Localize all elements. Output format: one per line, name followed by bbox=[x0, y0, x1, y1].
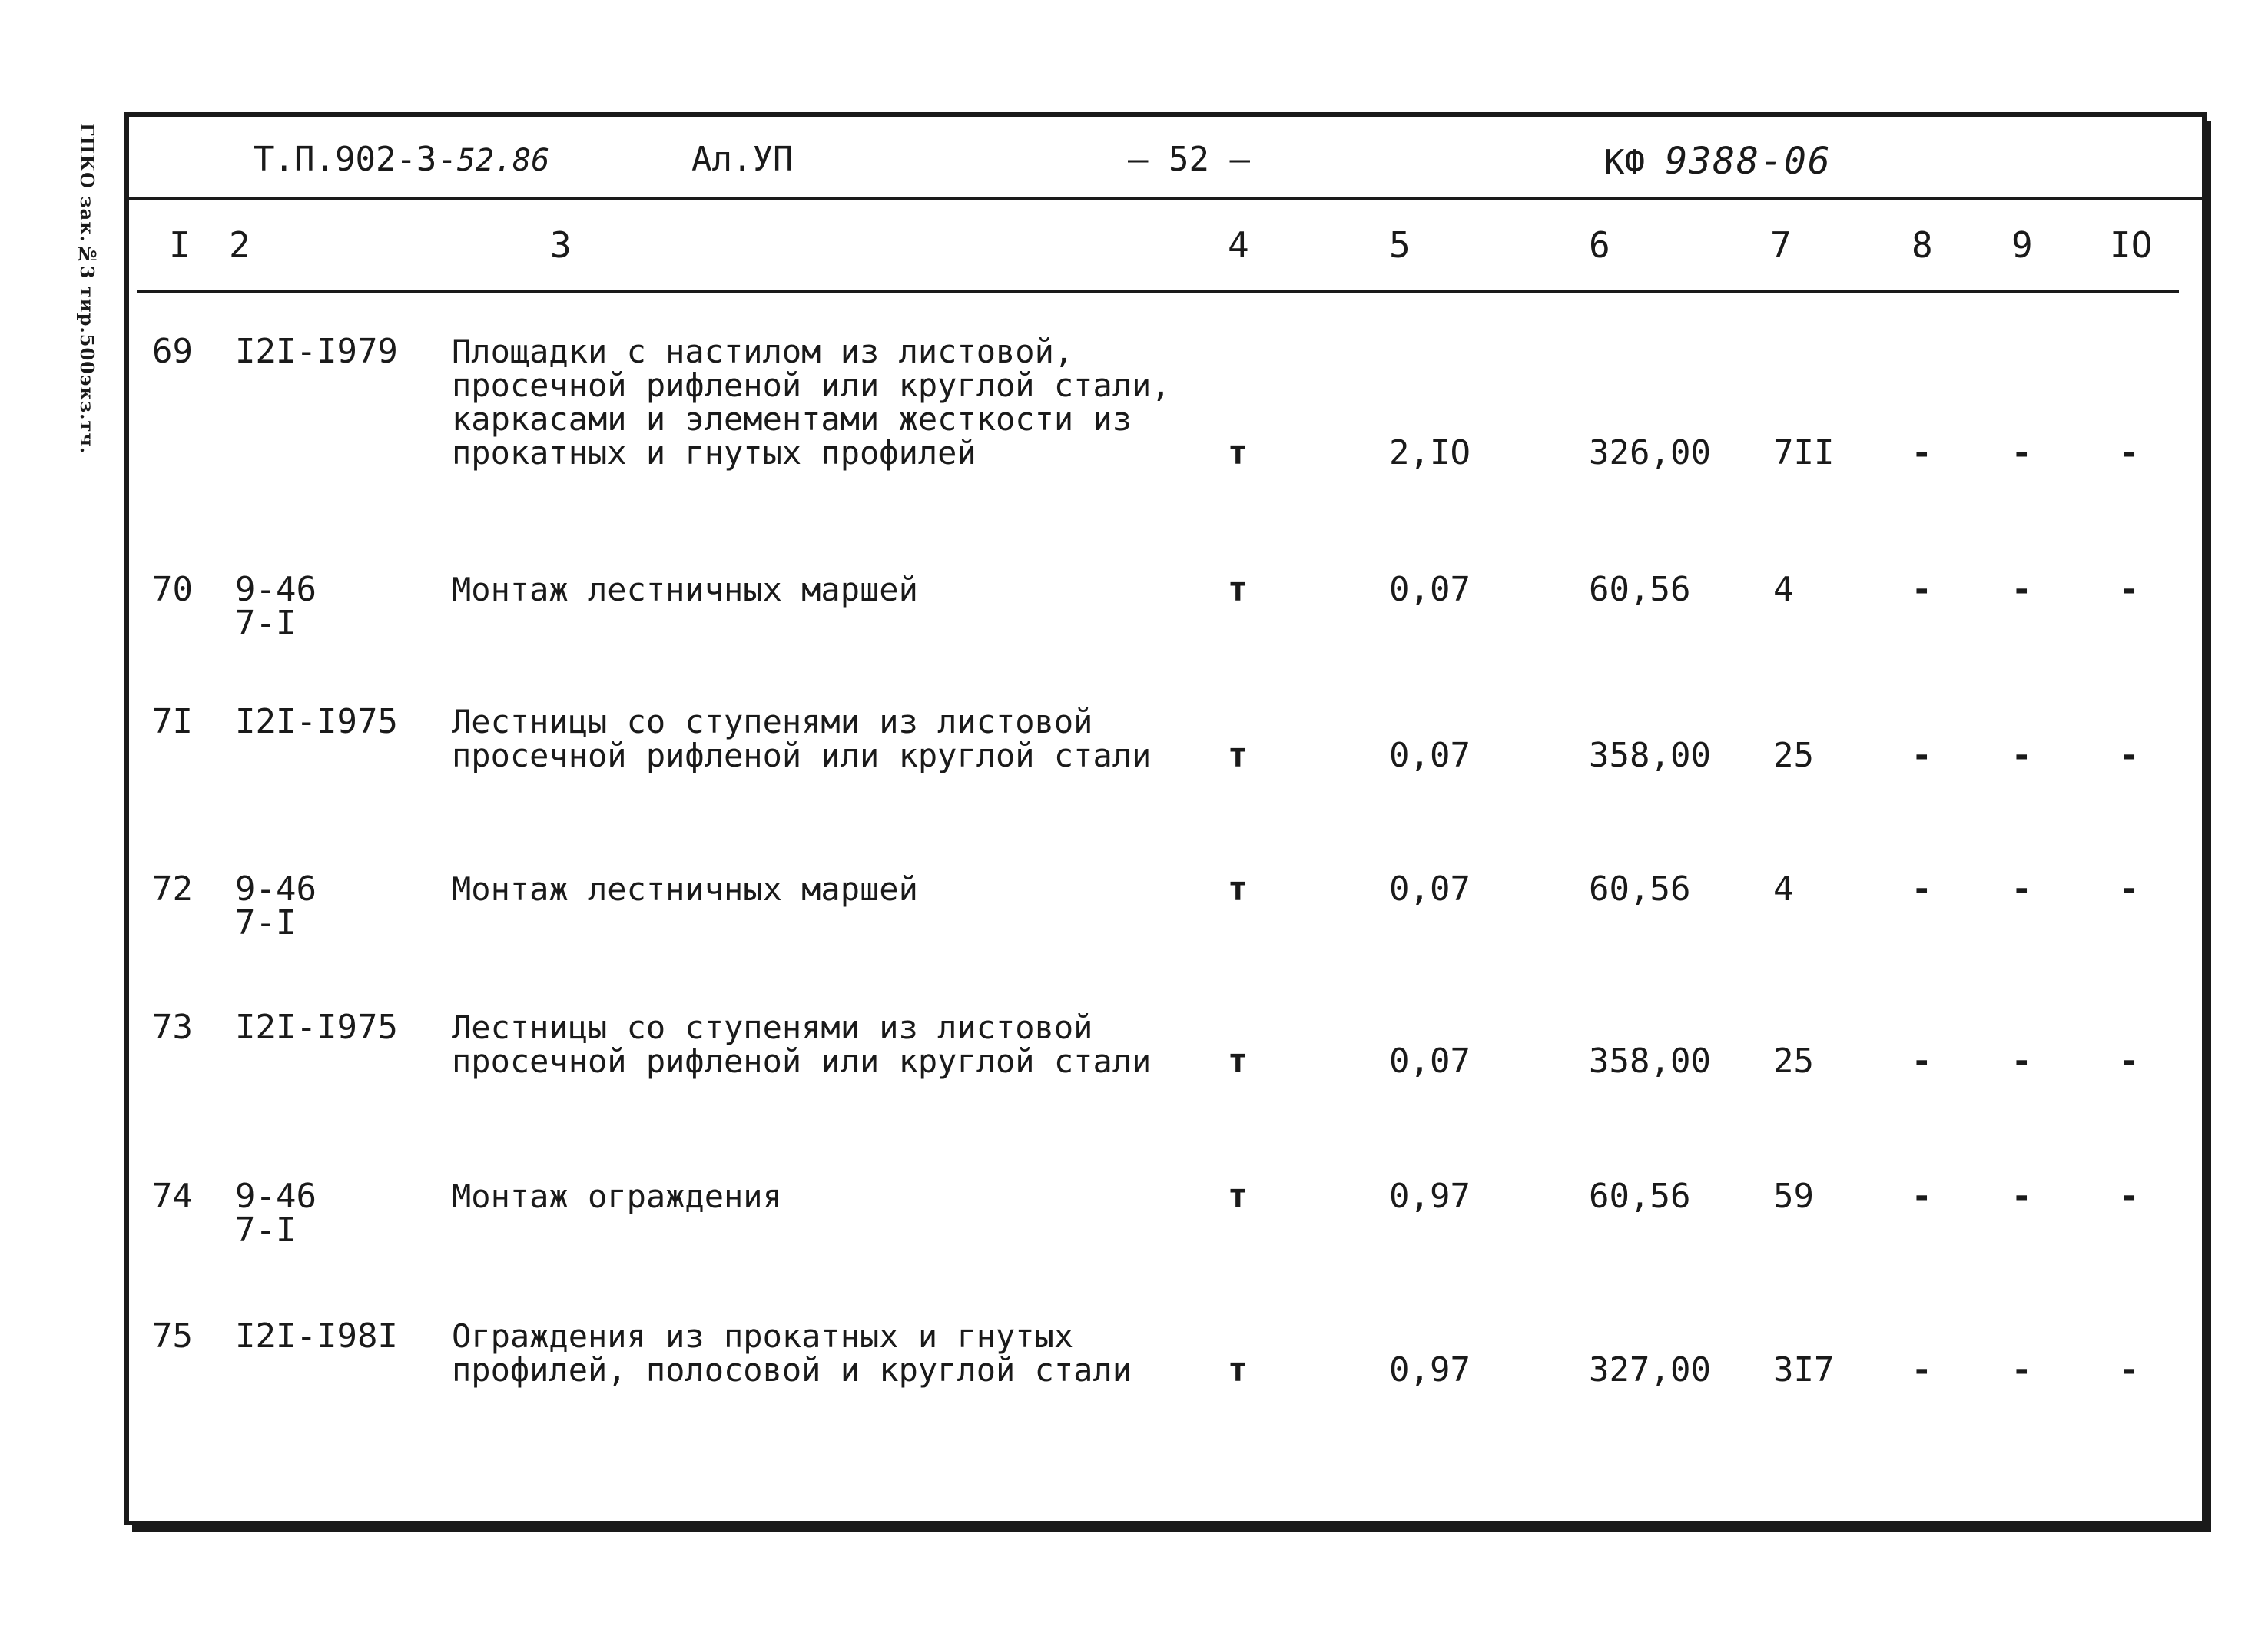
kf-number bbox=[1604, 140, 1832, 183]
quantity: 0,07 bbox=[1389, 736, 1471, 775]
unit-price: 60,56 bbox=[1589, 1177, 1691, 1216]
column-numbers-divider bbox=[137, 290, 2179, 293]
column-number-1: I bbox=[169, 224, 191, 266]
column-8-value: - bbox=[1912, 1177, 1932, 1216]
quantity: 0,97 bbox=[1389, 1177, 1471, 1216]
unit: т bbox=[1228, 736, 1248, 775]
unit-price: 358,00 bbox=[1589, 736, 1711, 775]
rate-code: 9-46 7-I bbox=[235, 1177, 317, 1250]
column-9-value: - bbox=[2011, 433, 2032, 472]
column-10-value: - bbox=[2119, 1177, 2140, 1216]
column-9-value: - bbox=[2011, 570, 2032, 609]
quantity: 0,07 bbox=[1389, 570, 1471, 609]
work-description: Монтаж ограждения bbox=[452, 1178, 782, 1215]
rate-code: I2I-I975 bbox=[235, 702, 398, 741]
column-number-9: 9 bbox=[2011, 224, 2033, 266]
kf-prefix: КФ bbox=[1604, 143, 1666, 182]
column-number-10: IO bbox=[2110, 224, 2153, 266]
row-number: 69 bbox=[152, 332, 193, 371]
album-number: Ал.УП bbox=[691, 140, 794, 179]
column-10-value: - bbox=[2119, 433, 2140, 472]
column-number-8: 8 bbox=[1912, 224, 1933, 266]
column-9-value: - bbox=[2011, 736, 2032, 775]
column-9-value: - bbox=[2011, 869, 2032, 909]
total-cost: 25 bbox=[1773, 736, 1814, 775]
document-frame bbox=[124, 112, 2207, 1525]
column-number-3: 3 bbox=[550, 224, 572, 266]
column-8-value: - bbox=[1912, 1042, 1932, 1081]
project-code-printed: Т.П.902-3- bbox=[254, 140, 457, 179]
total-cost: 59 bbox=[1773, 1177, 1814, 1216]
column-number-5: 5 bbox=[1389, 224, 1411, 266]
total-cost: 7II bbox=[1773, 433, 1835, 472]
rate-code: 9-46 7-I bbox=[235, 869, 317, 942]
work-description: Площадки с настилом из листовой, просечной рифленой или круглой стали, каркасами и элементами жесткости из прокатных и гнутых профилей bbox=[452, 333, 1171, 472]
unit: т bbox=[1228, 433, 1248, 472]
work-description: Ограждения из прокатных и гнутых профилей, полосовой и круглой стали bbox=[452, 1317, 1132, 1389]
rate-code: I2I-I975 bbox=[235, 1008, 398, 1047]
rate-code: I2I-I98I bbox=[235, 1317, 398, 1356]
work-description: Лестницы со ступенями из листовой просечной рифленой или круглой стали bbox=[452, 1009, 1152, 1080]
column-8-value: - bbox=[1912, 1350, 1932, 1390]
unit: т bbox=[1228, 570, 1248, 609]
column-10-value: - bbox=[2119, 869, 2140, 909]
quantity: 0,07 bbox=[1389, 869, 1471, 909]
side-stamp: ГПКО зак.№3 тир.500экз.тч. bbox=[76, 123, 98, 455]
column-10-value: - bbox=[2119, 736, 2140, 775]
total-cost: 4 bbox=[1773, 869, 1794, 909]
column-8-value: - bbox=[1912, 869, 1932, 909]
row-number: 72 bbox=[152, 869, 193, 909]
column-10-value: - bbox=[2119, 1350, 2140, 1390]
unit-price: 60,56 bbox=[1589, 570, 1691, 609]
unit: т bbox=[1228, 1350, 1248, 1390]
total-cost: 4 bbox=[1773, 570, 1794, 609]
unit: т bbox=[1228, 1177, 1248, 1216]
row-number: 70 bbox=[152, 570, 193, 609]
header-divider bbox=[129, 197, 2202, 200]
column-8-value: - bbox=[1912, 736, 1932, 775]
work-description: Монтаж лестничных маршей bbox=[452, 571, 918, 608]
quantity: 2,IO bbox=[1389, 433, 1471, 472]
work-description: Лестницы со ступенями из листовой просечной рифленой или круглой стали bbox=[452, 703, 1152, 774]
quantity: 0,97 bbox=[1389, 1350, 1471, 1390]
project-code bbox=[254, 140, 549, 179]
column-number-2: 2 bbox=[229, 224, 250, 266]
column-9-value: - bbox=[2011, 1177, 2032, 1216]
row-number: 74 bbox=[152, 1177, 193, 1216]
column-10-value: - bbox=[2119, 570, 2140, 609]
page-number: – 52 – bbox=[1128, 140, 1250, 179]
column-10-value: - bbox=[2119, 1042, 2140, 1081]
unit-price: 326,00 bbox=[1589, 433, 1711, 472]
unit: т bbox=[1228, 869, 1248, 909]
column-number-7: 7 bbox=[1770, 224, 1792, 266]
column-9-value: - bbox=[2011, 1042, 2032, 1081]
column-number-6: 6 bbox=[1589, 224, 1610, 266]
column-number-4: 4 bbox=[1228, 224, 1249, 266]
unit-price: 327,00 bbox=[1589, 1350, 1711, 1390]
total-cost: 25 bbox=[1773, 1042, 1814, 1081]
column-8-value: - bbox=[1912, 433, 1932, 472]
rate-code: 9-46 7-I bbox=[235, 570, 317, 643]
total-cost: 3I7 bbox=[1773, 1350, 1835, 1390]
row-number: 75 bbox=[152, 1317, 193, 1356]
row-number: 7I bbox=[152, 702, 193, 741]
column-8-value: - bbox=[1912, 570, 1932, 609]
rate-code: I2I-I979 bbox=[235, 332, 398, 371]
kf-handwritten: 9388-06 bbox=[1665, 140, 1832, 183]
work-description: Монтаж лестничных маршей bbox=[452, 870, 918, 908]
unit: т bbox=[1228, 1042, 1248, 1081]
column-9-value: - bbox=[2011, 1350, 2032, 1390]
project-code-handwritten: 52.86 bbox=[456, 143, 550, 178]
quantity: 0,07 bbox=[1389, 1042, 1471, 1081]
unit-price: 358,00 bbox=[1589, 1042, 1711, 1081]
row-number: 73 bbox=[152, 1008, 193, 1047]
unit-price: 60,56 bbox=[1589, 869, 1691, 909]
